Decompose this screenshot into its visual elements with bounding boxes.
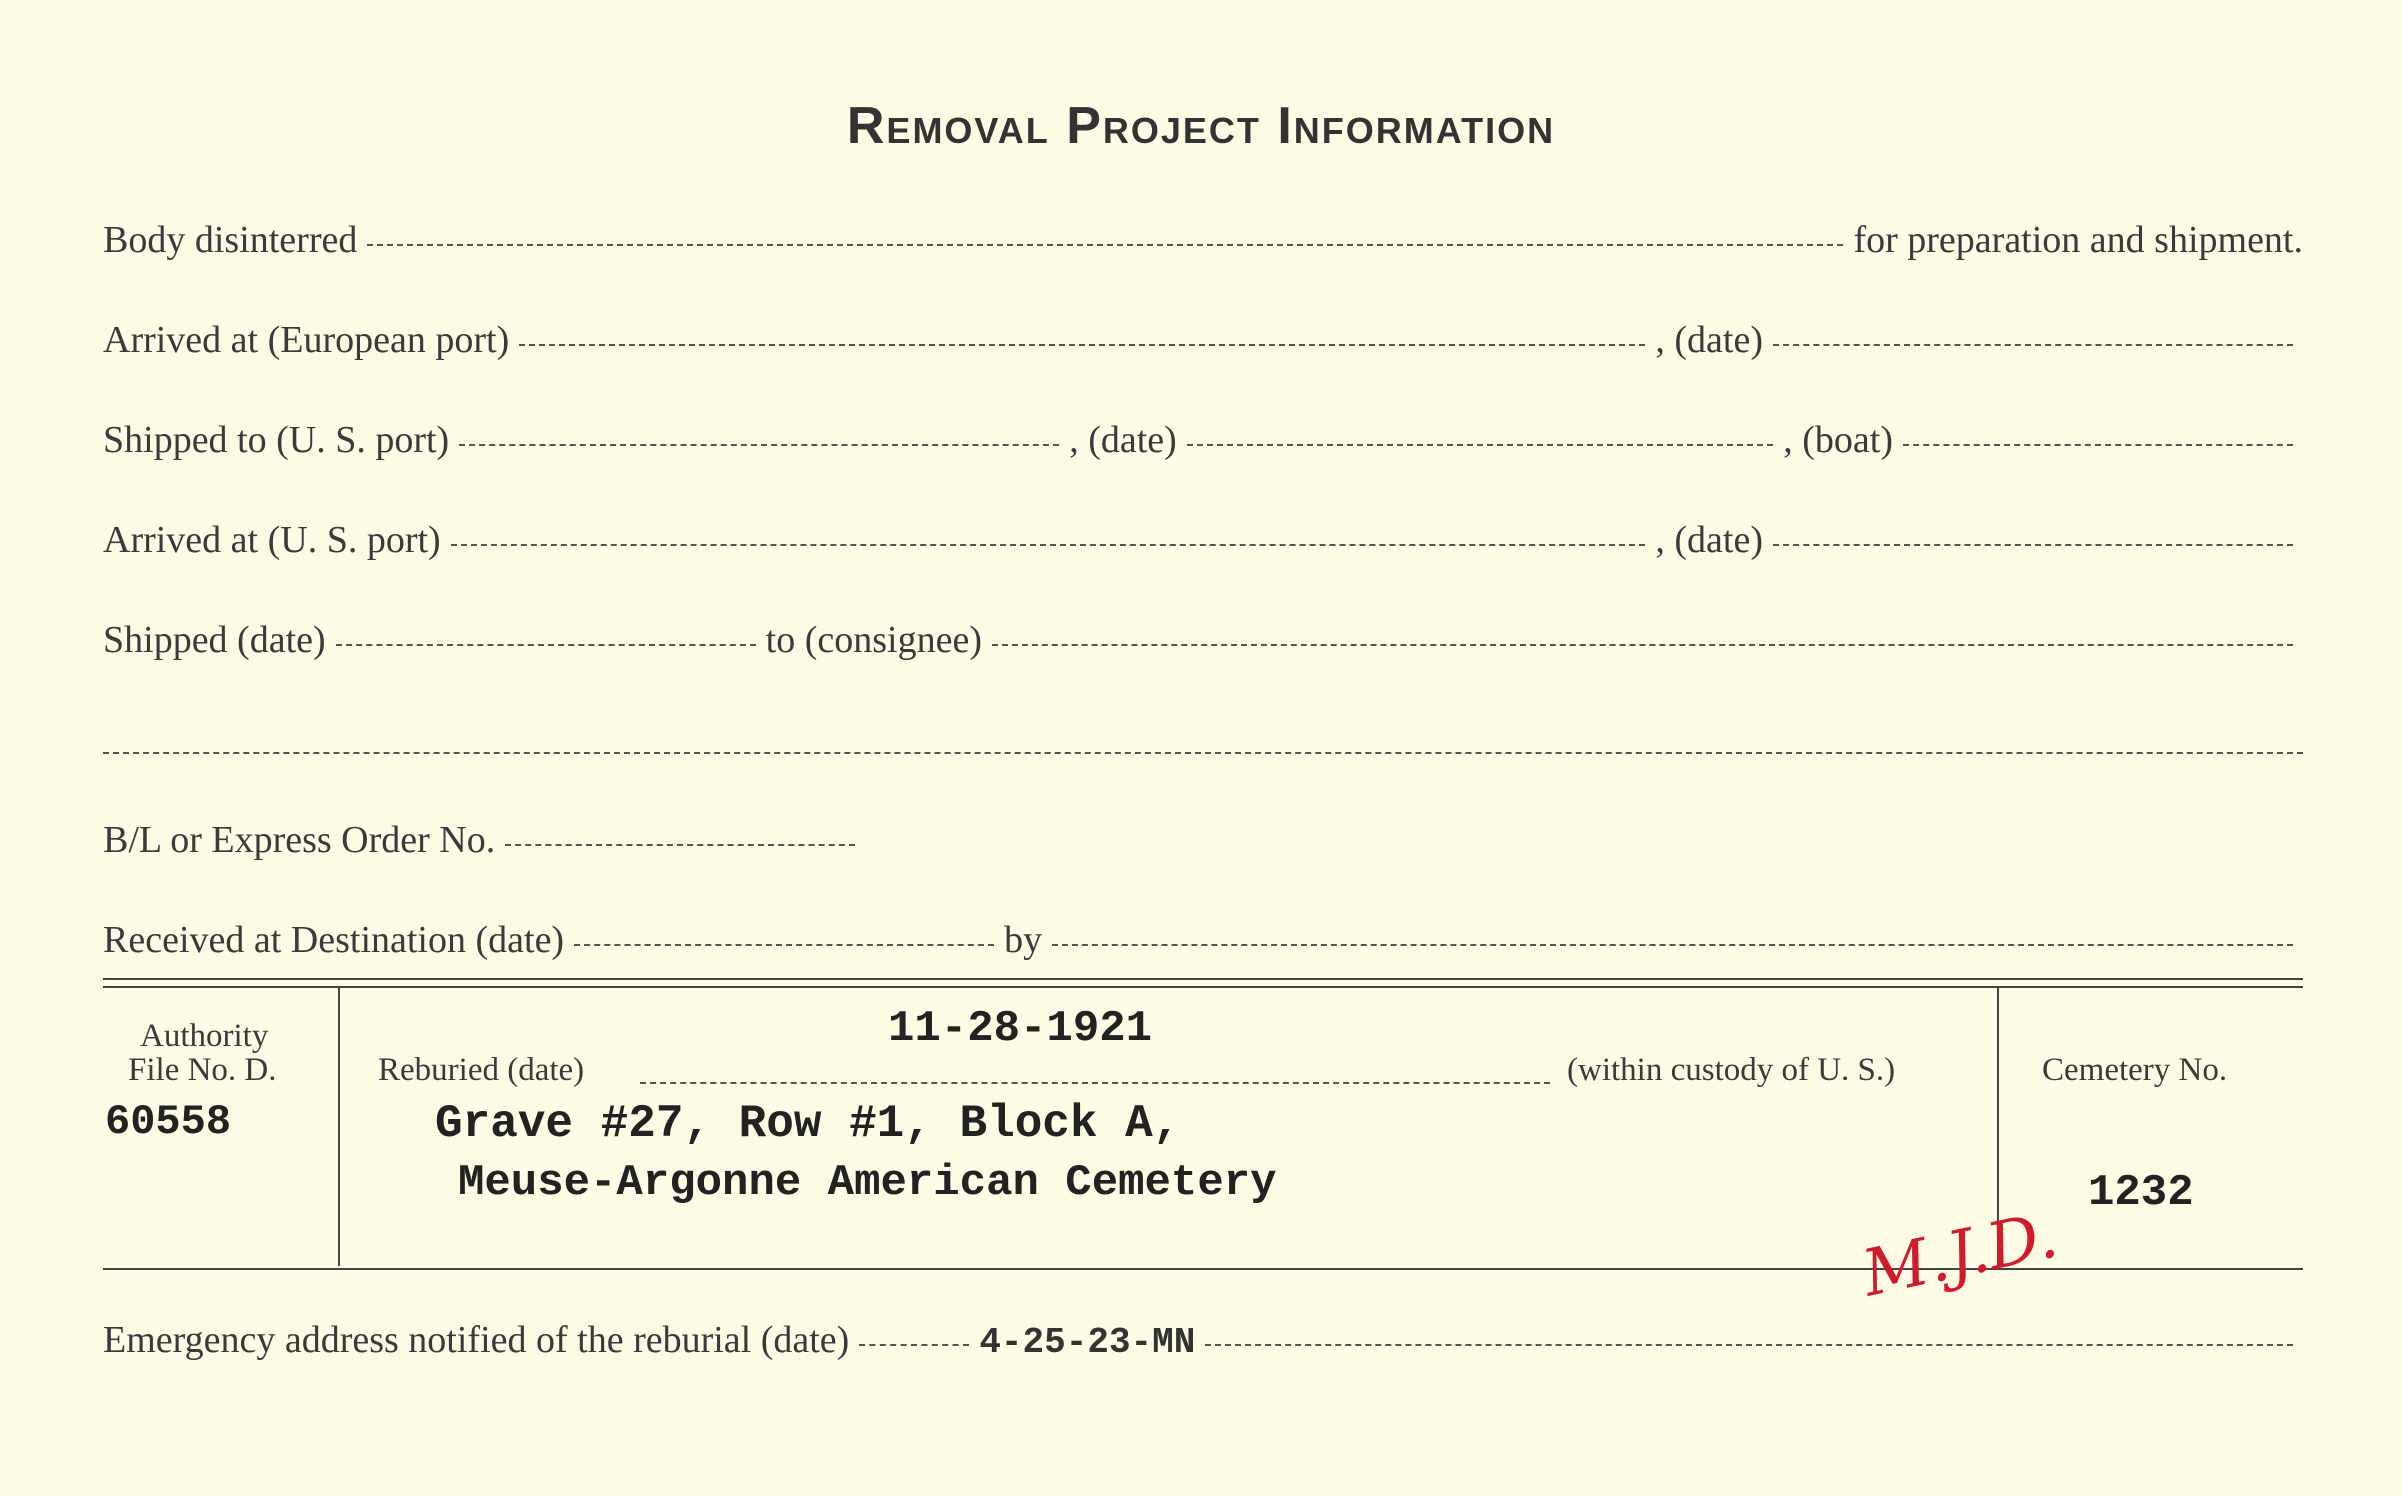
row-emergency xyxy=(103,1318,2303,1363)
grave-location-line1: Grave #27, Row #1, Block A, xyxy=(435,1098,1181,1150)
arrived-european-blank xyxy=(519,344,1645,346)
file-no-label: File No. D. xyxy=(128,1052,277,1088)
row-arrived-us xyxy=(103,518,2303,562)
bl-blank xyxy=(505,844,855,846)
authority-file-number: 60558 xyxy=(105,1098,232,1146)
extra-blank-line xyxy=(103,752,2303,754)
arrived-european-label: Arrived at (European port) xyxy=(103,319,510,361)
disinterred-suffix: for preparation and shipment. xyxy=(1853,219,2303,261)
arrived-european-date-label: , (date) xyxy=(1655,319,1763,361)
shipped-us-boat-label: , (boat) xyxy=(1783,419,1893,461)
emergency-lead-blank xyxy=(859,1344,969,1346)
shipped-us-date-label: , (date) xyxy=(1069,419,1177,461)
row-shipped xyxy=(103,618,2303,662)
consignee-label: to (consignee) xyxy=(765,619,982,661)
shipped-us-label: Shipped to (U. S. port) xyxy=(103,419,450,461)
arrived-us-date-label: , (date) xyxy=(1655,519,1763,561)
arrived-us-date-blank xyxy=(1773,544,2293,546)
bl-label: B/L or Express Order No. xyxy=(103,819,496,861)
row-arrived-european xyxy=(103,318,2303,362)
row-bl xyxy=(103,818,2303,862)
emergency-date-value: 4-25-23-MN xyxy=(979,1322,1196,1363)
shipped-us-date-blank xyxy=(1187,444,1773,446)
cemetery-number: 1232 xyxy=(2088,1168,2194,1218)
cemetery-no-label: Cemetery No. xyxy=(2042,1052,2228,1088)
received-date-blank xyxy=(574,944,994,946)
reburial-box-left-divider xyxy=(338,988,340,1266)
reburied-date-label: Reburied (date) xyxy=(378,1052,585,1088)
card-title: Removal Project Information xyxy=(846,97,1556,155)
arrived-european-date-blank xyxy=(1773,344,2293,346)
initials-signature: M.J.D. xyxy=(1856,1198,2064,1312)
reburied-date-value: 11-28-1921 xyxy=(888,1004,1153,1054)
arrived-us-blank xyxy=(451,544,1646,546)
row-received xyxy=(103,918,2303,962)
received-by-blank xyxy=(1052,944,2293,946)
consignee-blank xyxy=(992,644,2293,646)
grave-location-line2: Meuse-Argonne American Cemetery xyxy=(458,1158,1277,1208)
shipped-label: Shipped (date) xyxy=(103,619,326,661)
custody-note: (within custody of U. S.) xyxy=(1567,1052,1896,1088)
reburial-box-top-rule-2 xyxy=(103,986,2303,988)
reburied-date-blank xyxy=(640,1082,1550,1084)
reburial-box-top-rule xyxy=(103,978,2303,980)
authority-label: Authority xyxy=(140,1018,269,1054)
received-by-label: by xyxy=(1004,919,1043,961)
shipped-us-blank xyxy=(459,444,1059,446)
row-shipped-us xyxy=(103,418,2303,462)
disinterred-blank xyxy=(367,244,1843,246)
disinterred-label: Body disinterred xyxy=(103,219,358,261)
arrived-us-label: Arrived at (U. S. port) xyxy=(103,519,441,561)
shipped-date-blank xyxy=(336,644,756,646)
emergency-trail-blank xyxy=(1205,1344,2293,1346)
shipped-us-boat-blank xyxy=(1903,444,2293,446)
received-label: Received at Destination (date) xyxy=(103,919,565,961)
emergency-label: Emergency address notified of the reburial (date) xyxy=(103,1319,850,1361)
row-disinterred xyxy=(103,218,2303,262)
